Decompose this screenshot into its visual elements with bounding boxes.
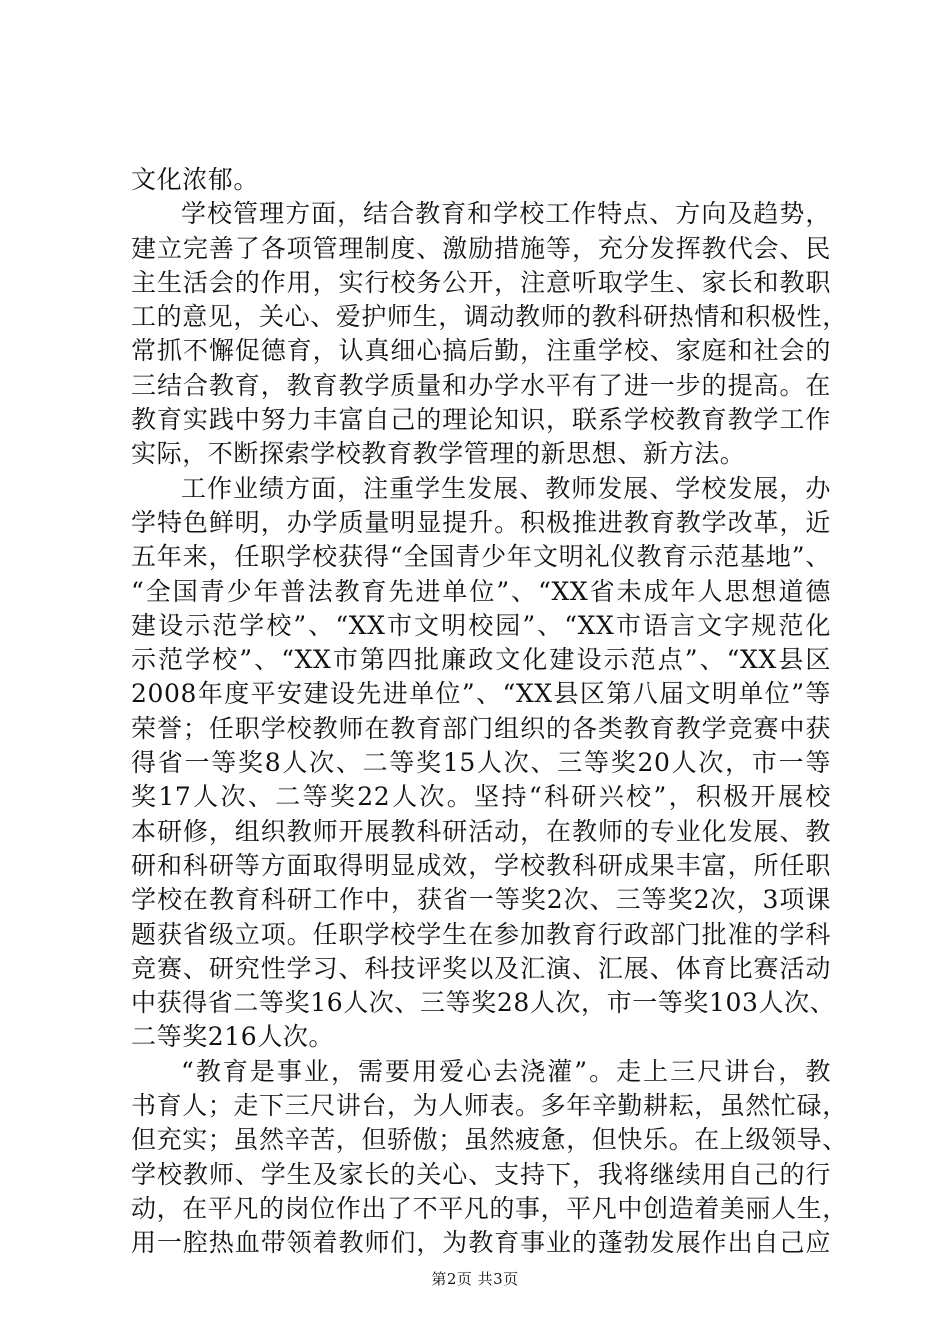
text-line: 示范学校”、“XX市第四批廉政文化建设示范点”、“XX县区	[131, 645, 831, 675]
text-line: 主生活会的作用，实行校务公开，注意听取学生、家长和教职	[131, 267, 831, 297]
text-line: 常抓不懈促德育，认真细心搞后勤，注重学校、家庭和社会的	[131, 336, 831, 366]
text-line: 但充实；虽然辛苦，但骄傲；虽然疲惫，但快乐。在上级领导、	[131, 1125, 848, 1155]
text-line: 中获得省二等奖16人次、三等奖28人次，市一等奖103人次、	[131, 988, 836, 1018]
text-line: 得省一等奖8人次、二等奖15人次、三等奖20人次，市一等	[131, 748, 831, 778]
text-line: 工的意见，关心、爱护师生，调动教师的教科研热情和积极性，	[131, 302, 848, 332]
text-line: 建立完善了各项管理制度、激励措施等，充分发挥教代会、民	[131, 233, 831, 263]
paragraph-start-line: 工作业绩方面，注重学生发展、教师发展、学校发展，办	[181, 473, 831, 503]
text-line: 建设示范学校”、“XX市文明校园”、“XX市语言文字规范化	[131, 610, 831, 640]
text-line: 动，在平凡的岗位作出了不平凡的事，平凡中创造着美丽人生，	[131, 1193, 848, 1223]
text-line: 文化浓郁。	[131, 165, 260, 194]
text-line: 三结合教育，教育教学质量和办学水平有了进一步的提高。在	[131, 370, 831, 400]
text-line: 荣誉；任职学校教师在教育部门组织的各类教育教学竞赛中获	[131, 713, 831, 743]
text-line: 题获省级立项。任职学校学生在参加教育行政部门批准的学科	[131, 919, 831, 949]
text-line: 学校在教育科研工作中，获省一等奖2次、三等奖2次，3项课	[131, 885, 831, 915]
text-line: 学特色鲜明，办学质量明显提升。积极推进教育教学改革，近	[131, 507, 831, 537]
document-body	[131, 163, 848, 1261]
page-number-footer: 第2页 共3页	[431, 1270, 519, 1288]
text-line: 教育实践中努力丰富自己的理论知识，联系学校教育教学工作	[131, 405, 831, 435]
text-line: 竞赛、研究性学习、科技评奖以及汇演、汇展、体育比赛活动	[131, 953, 831, 983]
text-line: 学校教师、学生及家长的关心、支持下，我将继续用自己的行	[131, 1159, 831, 1189]
text-line: 2008年度平安建设先进单位”、“XX县区第八届文明单位”等	[131, 679, 831, 709]
text-line: 研和科研等方面取得明显成效，学校教科研成果丰富，所任职	[131, 850, 831, 880]
text-line: 用一腔热血带领着教师们，为教育事业的蓬勃发展作出自己应	[131, 1228, 831, 1258]
text-line: 奖17人次、二等奖22人次。坚持“科研兴校”，积极开展校	[131, 782, 831, 812]
paragraph-start-line: “教育是事业，需要用爱心去浇灌”。走上三尺讲台，教	[181, 1056, 831, 1086]
text-line: 本研修，组织教师开展教科研活动，在教师的专业化发展、教	[131, 816, 831, 846]
text-line: 二等奖216人次。	[131, 1022, 335, 1052]
text-line: 书育人；走下三尺讲台，为人师表。多年辛勤耕耘，虽然忙碌，	[131, 1091, 848, 1121]
text-line: 五年来，任职学校获得“全国青少年文明礼仪教育示范基地”、	[131, 542, 831, 572]
text-line: 实际，不断探索学校教育教学管理的新思想、新方法。	[131, 439, 746, 469]
text-line: “全国青少年普法教育先进单位”、“XX省未成年人思想道德	[131, 576, 831, 606]
paragraph-start-line: 学校管理方面，结合教育和学校工作特点、方向及趋势，	[181, 199, 831, 229]
